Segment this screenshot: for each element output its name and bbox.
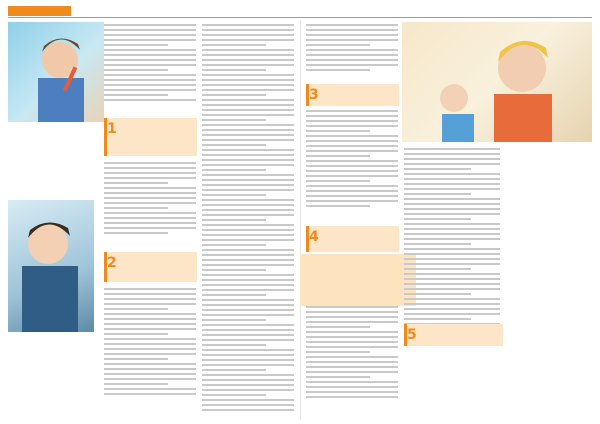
body-text bbox=[306, 110, 398, 207]
mistake-box-2 bbox=[104, 252, 197, 282]
body-text bbox=[404, 148, 500, 325]
body-text bbox=[306, 306, 398, 398]
mistake-box-1 bbox=[104, 118, 197, 156]
page-spine bbox=[300, 20, 301, 420]
header-rule bbox=[8, 17, 592, 18]
mistake-number: 2 bbox=[107, 255, 117, 271]
mistake-box-4 bbox=[306, 226, 399, 252]
body-text bbox=[306, 24, 398, 71]
mistake-box-5 bbox=[404, 324, 503, 346]
mistake-number: 5 bbox=[407, 327, 417, 343]
mistake-number: 1 bbox=[107, 121, 117, 137]
section-label bbox=[8, 6, 71, 16]
child-photo-bottom-left bbox=[8, 200, 94, 332]
mistake-box-3 bbox=[306, 84, 399, 106]
mistake-number: 3 bbox=[309, 87, 319, 103]
body-text bbox=[104, 288, 196, 395]
body-text bbox=[104, 162, 196, 234]
body-text bbox=[104, 24, 196, 101]
quote-box bbox=[300, 254, 416, 306]
teacher-photo-top-right bbox=[402, 22, 592, 142]
mistake-number: 4 bbox=[309, 229, 319, 245]
child-photo-left bbox=[8, 22, 104, 122]
body-text bbox=[202, 24, 294, 411]
